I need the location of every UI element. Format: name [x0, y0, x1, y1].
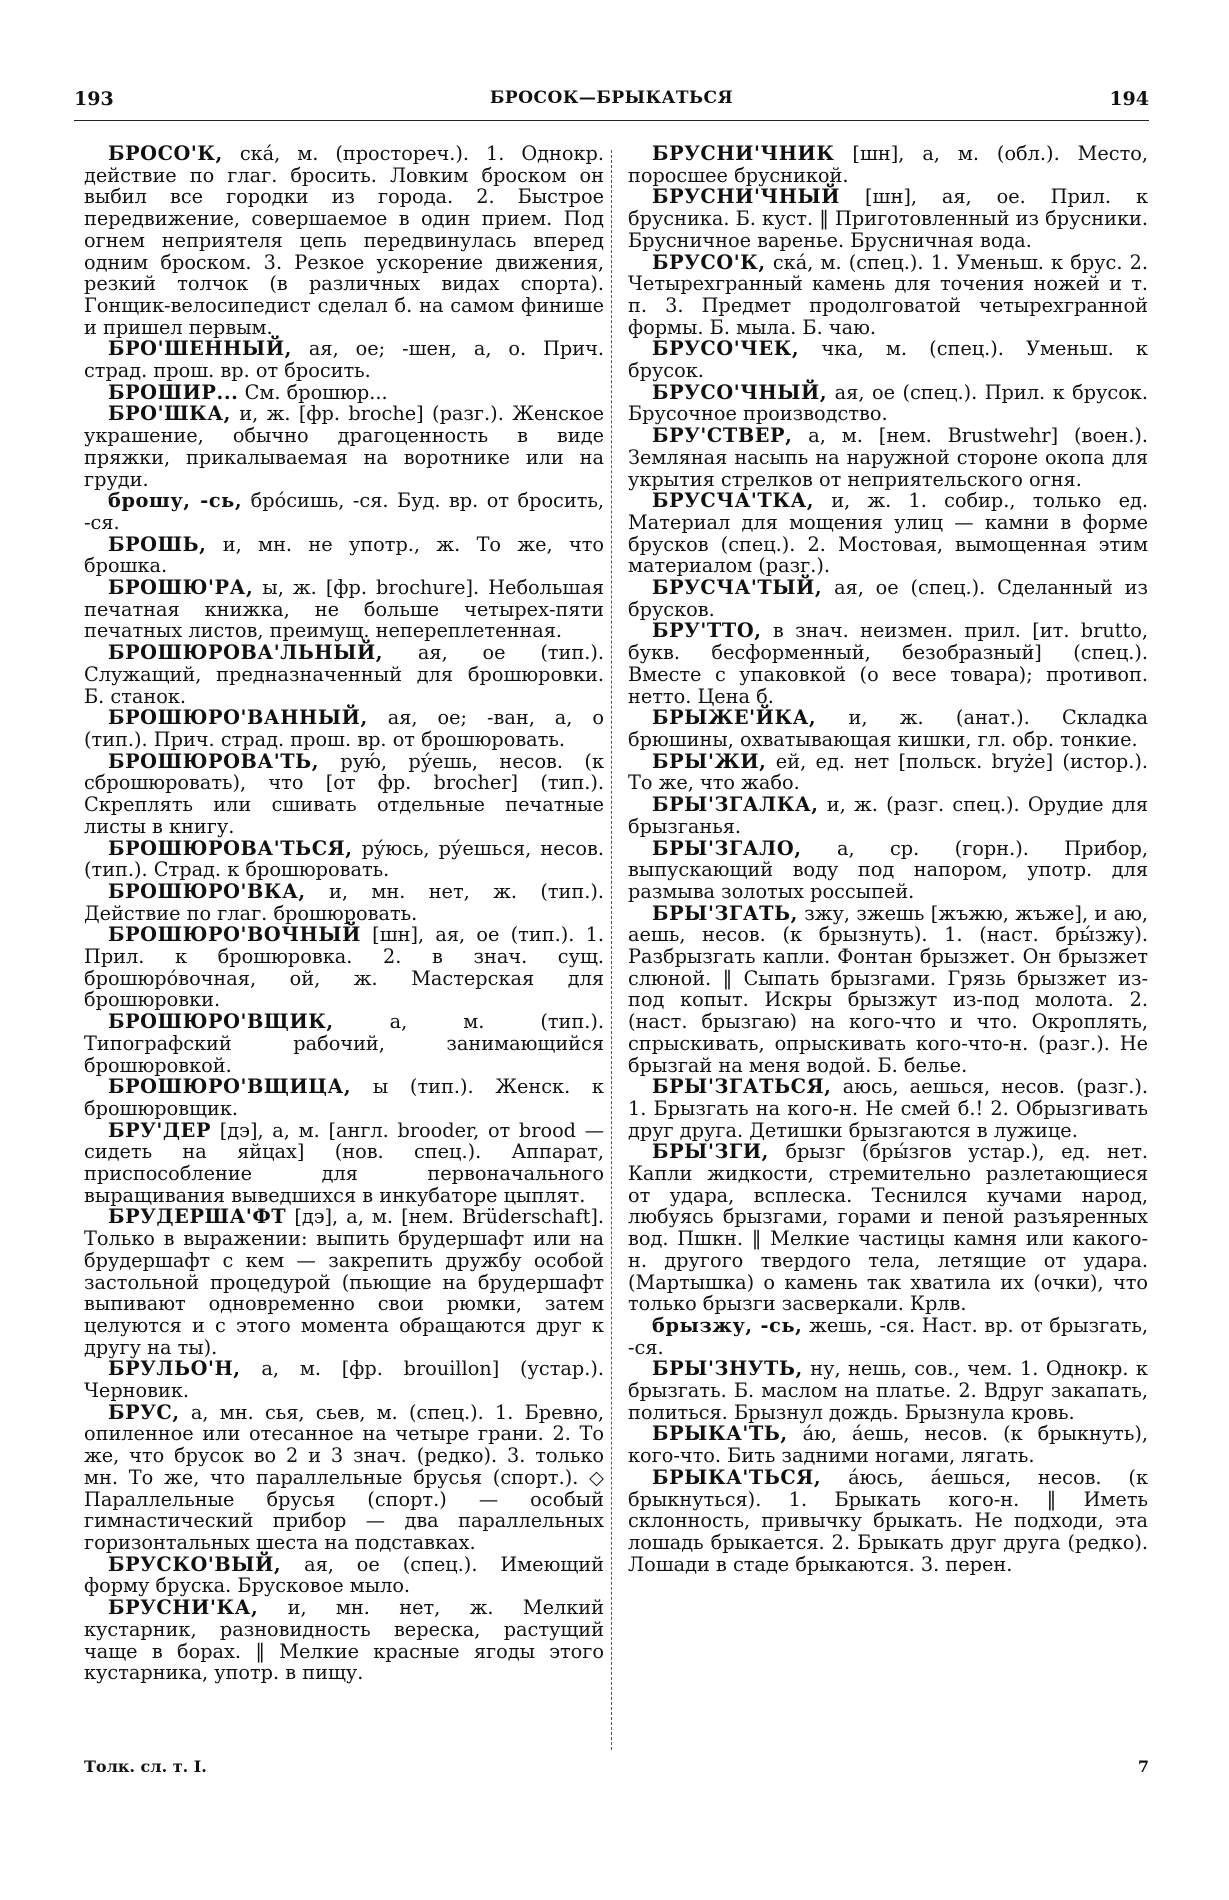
definition: а, м. (тип.). Типографский рабочий, занимающийся брошюровкой.: [84, 1010, 604, 1077]
signature-mark: Толк. сл. т. I.: [84, 1757, 207, 1776]
definition: а, ср. (горн.). Прибор, выпускающий воду под напором, употр. для размыва золотых россыпей.: [628, 836, 1148, 903]
headword: БРУСО'ЧНЫЙ,: [652, 380, 828, 404]
dictionary-entry: [84, 534, 604, 577]
dictionary-entry: [84, 143, 604, 338]
headword: БРОШЮРОВА'ТЬ,: [108, 749, 320, 773]
headword: БРУДЕРША'ФТ: [108, 1205, 287, 1229]
definition: рую́, ру́ешь, несов. (к сброшюровать), что [от фр. brocher] (тип.). Скреплять или сшивать отдельные печатные листы в книгу.: [84, 749, 604, 838]
definition: бро́сишь, -ся. Буд. вр. от бросить, -ся.: [84, 489, 604, 534]
headword: БРО'ШКА,: [108, 402, 231, 426]
dictionary-entry: [628, 490, 1148, 577]
headword: БРОШИР...: [108, 380, 239, 404]
definition: брызг (бры́згов устар.), ед. нет. Капли жидкости, стремительно разлетающиеся от удара, всплеска. Теснился кучами народ, любуясь брызгами, горами и пеной разъяренных вод. Пшкн. ‖ Мелкие частицы камня или какого-н. другого твердого тела, летящие от удара. (Мартышка) о камень так хватила их (очки), что только брызги засверкали. Крлв.: [628, 1140, 1148, 1316]
dictionary-entry: [628, 425, 1148, 490]
definition: [дэ], а, м. [нем. Brüderschaft]. Только в выражении: выпить брудершафт или на брудершафт с кем — закрепить дружбу особой застольной процедурой (пьющие на брудершафт выпивают одновременно свои рюмки, затем целуются и с этого момента обращаются друг к другу на ты).: [84, 1205, 604, 1359]
dictionary-entry: [84, 1597, 604, 1684]
headword: БРОСО'К,: [108, 142, 223, 165]
definition: ска́, м. (спец.). 1. Уменьш. к брус. 2. Четырехгранный камень для точения ножей и т. п. 3. Предмет продолговатой четырехгранной формы. Б. мыла. Б. чаю.: [628, 250, 1148, 339]
definition: в знач. неизмен. прил. [ит. brutto, букв. бесформенный, безобразный] (спец.). Вместе с упаковкой (о весе товара); противоп. нетто. Цена б.: [628, 619, 1148, 708]
dictionary-entry: [84, 1402, 604, 1554]
definition: зжу, зжешь [жъжю, жъже], и аю, аешь, несов. (к брызнуть). 1. (наст. бры́зжу). Разбрызгать капли. Фонтан брызжет. Он брызжет слюной. ‖ Сыпать брызгами. Грязь брызжет из-под копыт. Искры брызжут из-под молота. 2. (наст. брызгаю) на кого-что и что. Окроплять, спрыскивать, опрыскивать кого-что-н. (разг.). Не брызгай на меня водой. Б. белье.: [628, 901, 1148, 1077]
dictionary-entry: [84, 1358, 604, 1401]
dictionary-entry: [628, 794, 1148, 837]
headword: БРЫ'ЗГАЛО,: [652, 836, 802, 860]
definition: и, ж. [фр. broche] (разг.). Женское украшение, обычно драгоценность в виде пряжки, прикалываемая на воротнике или на груди.: [84, 402, 604, 491]
dictionary-entry: [628, 143, 1148, 186]
definition: ая, ое (спец.). Имеющий форму бруска. Брусковое мыло.: [84, 1552, 604, 1598]
headword: БРУСО'ЧЕК,: [652, 337, 800, 361]
dictionary-entry: [628, 751, 1148, 794]
headword: БРОШЮРО'ВЩИК,: [108, 1010, 334, 1034]
headword: БРЫ'ЗНУТЬ,: [652, 1357, 803, 1381]
definition: См. брошюр...: [238, 380, 388, 404]
dictionary-entry: [84, 642, 604, 707]
headword: БРЫ'ЗГАТЬСЯ,: [652, 1075, 832, 1099]
headword: БРУСЧА'ТКА,: [652, 489, 815, 513]
dictionary-entry: [628, 1467, 1148, 1576]
dictionary-entry: [628, 1076, 1148, 1141]
headword: БРЫКА'ТЬСЯ,: [652, 1465, 822, 1489]
headword: БРОШЮРО'ВКА,: [108, 879, 306, 903]
dictionary-entry: [628, 186, 1148, 251]
definition: и, мн. нет, ж. (тип.). Действие по глаг. брошюровать.: [84, 879, 604, 925]
definition: чка, м. (спец.). Уменьш. к брусок.: [628, 337, 1148, 383]
headword: БРУСНИ'ЧНИК: [652, 142, 835, 165]
dictionary-entry: [628, 707, 1148, 750]
dictionary-entry: [628, 338, 1148, 381]
headword: БРУСКО'ВЫЙ,: [108, 1552, 282, 1576]
dictionary-entry: [84, 490, 604, 533]
headword: БРУ'ДЕР: [108, 1118, 212, 1142]
dictionary-entry: [84, 382, 604, 404]
dictionary-entry: [628, 1141, 1148, 1315]
page-footer: [84, 1757, 1149, 1781]
column-divider: [611, 150, 612, 1750]
definition: [дэ], а, м. [англ. brooder, от brood — сидеть на яйцах] (нов. спец.). Аппарат, приспособление для первоначального выращивания выведшихся в инкубаторе цыплят.: [84, 1118, 604, 1207]
dictionary-entry: [628, 382, 1148, 425]
dictionary-entry: [628, 838, 1148, 903]
dictionary-entry: [84, 881, 604, 924]
definition: ей, ед. нет [польск. bryże] (истор.). То же, что жабо.: [628, 749, 1148, 795]
definition: и, ж. (разг. спец.). Орудие для брызганья.: [628, 793, 1148, 838]
sheet-number: 7: [1137, 1757, 1149, 1776]
headword: БРОШЮРО'ВАННЫЙ,: [108, 706, 368, 730]
headword: БРОШЮ'РА,: [108, 576, 254, 600]
left-column: [84, 143, 604, 1684]
headword: БРОШЮРО'ВЩИЦА,: [108, 1075, 352, 1099]
headword: БРУ'ТТО,: [652, 619, 762, 643]
headword: БРУЛЬО'Н,: [108, 1357, 241, 1381]
headword: БРУСЧА'ТЫЙ,: [652, 576, 823, 600]
headword: БРОШЬ,: [108, 532, 207, 556]
definition: а, м. [нем. Brustwehr] (воен.). Земляная насыпь на наружной стороне окопа для укрытия стрелков от неприятельского огня.: [628, 424, 1148, 491]
headword: БРУСНИ'ЧНЫЙ: [652, 185, 841, 209]
headword: БРЫ'ЗГИ,: [652, 1140, 769, 1164]
running-title: БРОСОК—БРЫКАТЬСЯ: [489, 88, 734, 108]
definition: аюсь, аешься, несов. (разг.). 1. Брызгать на кого-н. Не смей б.! 2. Обрызгивать друг друга. Детишки брызгаются в лужице.: [628, 1075, 1148, 1142]
dictionary-entry: [84, 1554, 604, 1597]
headword: БРО'ШЕННЫЙ,: [108, 337, 292, 361]
dictionary-entry: [628, 903, 1148, 1077]
dictionary-entry: [84, 1206, 604, 1358]
dictionary-entry: [84, 707, 604, 750]
header-rule: [74, 120, 1149, 121]
definition: ая, ое; -шен, а, о. Прич. страд. прош. вр. от бросить.: [84, 337, 604, 383]
dictionary-entry: [84, 1076, 604, 1119]
definition: и, ж. 1. собир., только ед. Материал для мощения улиц — камни в форме брусков (спец.). 2. Мостовая, вымощенная этим материалом (разг.).: [628, 489, 1148, 578]
headword: БРОШЮРОВА'ЛЬНЫЙ,: [108, 641, 384, 665]
headword: БРУС,: [108, 1400, 180, 1424]
dictionary-entry: [628, 1358, 1148, 1423]
definition: ну, нешь, сов., чем. 1. Однокр. к брызгать. Б. маслом на платье. 2. Вдруг закапать, политься. Брызнул дождь. Брызнула кровь.: [628, 1357, 1148, 1424]
definition: ая, ое (спец.). Сделанный из брусков.: [628, 576, 1148, 621]
headword: БРЫКА'ТЬ,: [652, 1422, 788, 1446]
dictionary-entry: [84, 1120, 604, 1207]
definition: и, мн. не употр., ж. То же, что брошка.: [84, 532, 604, 578]
headword: брошу, -сь,: [108, 489, 243, 513]
definition: и, ж. (анат.). Складка брюшины, охватывающая кишки, гл. обр. тонкие.: [628, 706, 1148, 751]
headword: БРЫ'ЗГАТЬ,: [652, 901, 798, 925]
dictionary-entry: [84, 1011, 604, 1076]
definition: ая, ое (спец.). Прил. к брусок. Брусочное производство.: [628, 380, 1148, 426]
dictionary-entry: [84, 838, 604, 881]
headword: БРУСНИ'КА,: [108, 1596, 259, 1620]
dictionary-entry: [628, 1423, 1148, 1466]
dictionary-entry: [84, 751, 604, 838]
definition: [шн], ая, ое. Прил. к брусника. Б. куст. ‖ Приготовленный из брусники. Брусничное варенье. Брусничная вода.: [628, 185, 1148, 252]
definition: а, мн. сья, сьев, м. (спец.). 1. Бревно, опиленное или отесанное на четыре грани. 2. То же, что брусок во 2 и 3 знач. (редко). 3. только мн. То же, что параллельные брусья (спорт.). ◇ Параллельные брусья (спорт.) — особый гимнастический прибор — два параллельных горизонтальных шеста на подставках.: [84, 1400, 604, 1554]
dictionary-entry: [628, 252, 1148, 339]
definition: [шн], ая, ое (тип.). 1. Прил. к брошюровка. 2. в знач. сущ. брошюро́вочная, ой, ж. Мастерская для брошюровки.: [84, 923, 604, 1012]
right-column: [628, 143, 1148, 1575]
definition: а́ю, а́ешь, несов. (к брыкнуть), кого-что. Бить задними ногами, лягать.: [628, 1422, 1148, 1468]
definition: [шн], а, м. (обл.). Место, поросшее брусникой.: [628, 142, 1148, 187]
headword: БРЫ'ЗГАЛКА,: [652, 793, 819, 817]
page-header: [74, 88, 1149, 114]
page-number-right: 194: [1109, 88, 1149, 110]
definition: а, м. [фр. brouillon] (устар.). Черновик.: [84, 1357, 604, 1403]
headword: БРОШЮРО'ВОЧНЫЙ: [108, 923, 361, 947]
dictionary-entry: [628, 620, 1148, 707]
dictionary-entry: [628, 577, 1148, 620]
headword: БРЫ'ЖИ,: [652, 749, 767, 773]
dictionary-entry: [84, 403, 604, 490]
dictionary-entry: [84, 924, 604, 1011]
definition: и, мн. нет, ж. Мелкий кустарник, разновидность вереска, растущий чаще в борах. ‖ Мелкие красные ягоды этого кустарника, употр. в пищу.: [84, 1596, 604, 1685]
definition: а́юсь, а́ешься, несов. (к брыкнуться). 1. Брыкать кого-н. ‖ Иметь склонность, привычку брыкать. Не подходи, эта лошадь брыкается. 2. Брыкать друг друга (редко). Лошади в стаде брыкаются. 3. перен.: [628, 1465, 1148, 1576]
headword: БРОШЮРОВА'ТЬСЯ,: [108, 836, 353, 860]
definition: ы (тип.). Женск. к брошюровщик.: [84, 1075, 604, 1120]
definition: жешь, -ся. Наст. вр. от брызгать, -ся.: [628, 1313, 1148, 1359]
definition: ы, ж. [фр. brochure]. Небольшая печатная книжка, не больше четырех-пяти печатных листов, преимущ. непереплетенная.: [84, 576, 604, 643]
dictionary-entry: [628, 1315, 1148, 1358]
page-number-left: 193: [74, 88, 114, 110]
definition: ая, ое (тип.). Служащий, предназначенный для брошюровки. Б. станок.: [84, 641, 604, 708]
definition: ру́юсь, ру́ешься, несов. (тип.). Страд. к брошюровать.: [84, 836, 604, 882]
definition: ска́, м. (простореч.). 1. Однокр. действие по глаг. бросить. Ловким броском он выбил все городки из города. 2. Быстрое передвижение, совершаемое в один прием. Под огнем неприятеля цепь передвинулась вперед одним броском. 3. Резкое ускорение движения, резкий толчок (в различных видах спорта). Гонщик-велосипедист сделал б. на самом финише и пришел первым.: [84, 142, 604, 339]
dictionary-entry: [84, 338, 604, 381]
headword: БРУ'СТВЕР,: [652, 424, 793, 448]
dictionary-entry: [84, 577, 604, 642]
definition: ая, ое; -ван, а, о (тип.). Прич. страд. прош. вр. от брошюровать.: [84, 706, 604, 751]
headword: БРЫЖЕ'ЙКА,: [652, 706, 817, 730]
headword: брызжу, -сь,: [652, 1313, 803, 1337]
headword: БРУСО'К,: [652, 250, 766, 274]
